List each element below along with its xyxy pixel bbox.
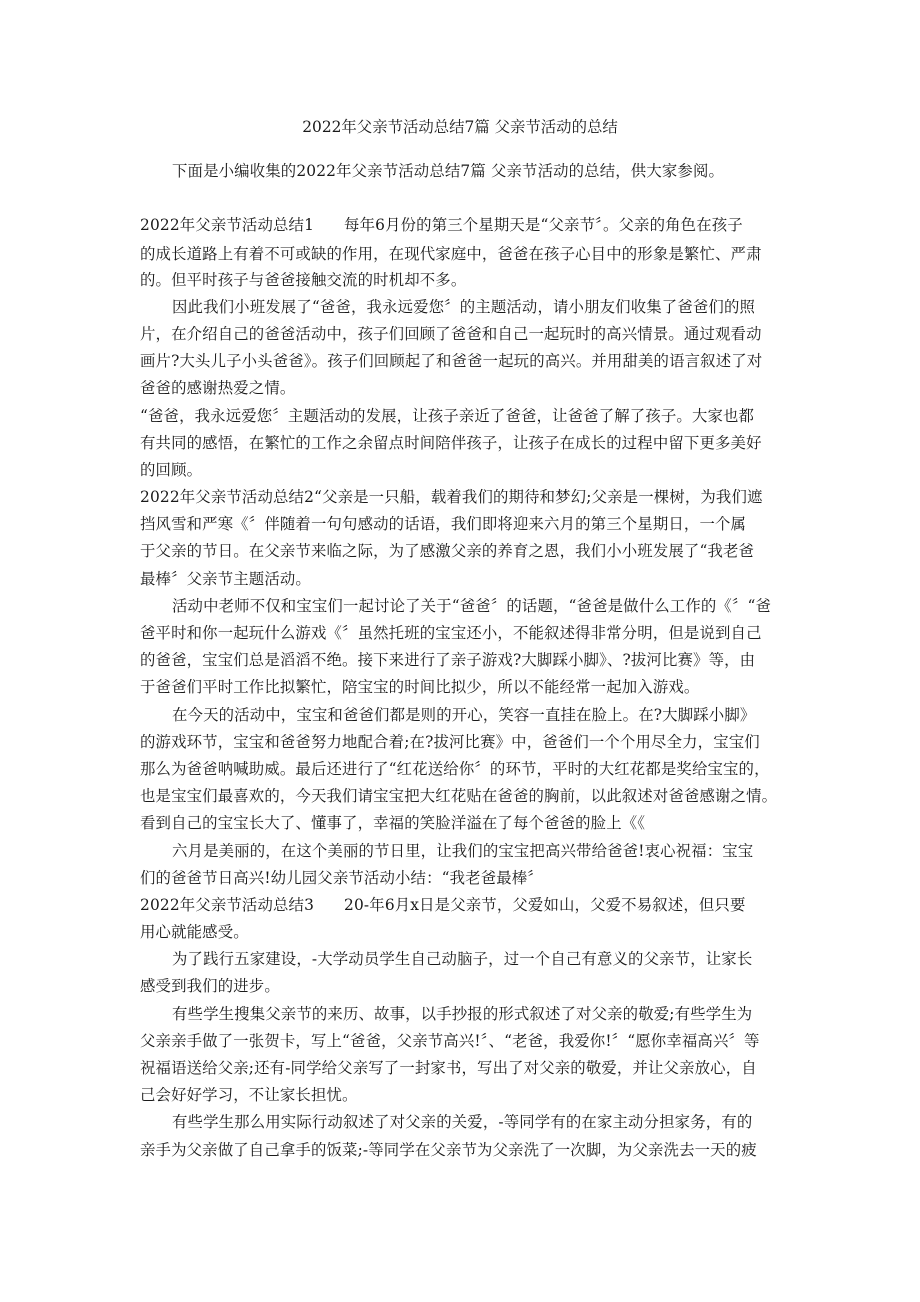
paragraph-line: 感受到我们的进步。 xyxy=(140,977,280,995)
paragraph-line: 每年6月份的第三个星期天是“父亲节〞。父亲的角色在孩子 xyxy=(344,216,743,234)
paragraph-line: 的成长道路上有着不可或缺的作用，在现代家庭中，爸爸在孩子心目中的形象是繁忙、严肃 xyxy=(140,245,762,263)
paragraph-line: 的爸爸，宝宝们总是滔滔不绝。接下来进行了亲子游戏?大脚踩小脚》、?拔河比赛》等，由 xyxy=(140,651,756,669)
section-3-first-line xyxy=(140,895,780,915)
paragraph-line: 爸平时和你一起玩什么游戏《〞虽然托班的宝宝还小，不能叙述得非常分明，但是说到自己 xyxy=(140,624,762,642)
paragraph-line: 父亲亲手做了一张贺卡，写上“爸爸，父亲节高兴!〞、“老爸，我爱你!〞“愿你幸福高兴〞等 xyxy=(140,1032,760,1050)
paragraph-line: 看到自己的宝宝长大了、懂事了，幸福的笑脸洋溢在了每个爸爸的脸上《《 xyxy=(140,814,646,832)
section-2-heading: 2022年父亲节活动总结2 xyxy=(140,488,315,506)
paragraph-line: 画片?大头儿子小头爸爸》。孩子们回顾起了和爸爸一起玩的高兴。并用甜美的语言叙述了对 xyxy=(140,352,763,370)
paragraph-line: 己会好好学习，不让家长担忧。 xyxy=(140,1086,358,1104)
paragraph-line: 在今天的活动中，宝宝和爸爸们都是则的开心，笑容一直挂在脸上。在?大脚踩小脚》 xyxy=(172,706,756,724)
section-2-first-line xyxy=(140,487,780,507)
paragraph-line: 有些学生那么用实际行动叙述了对父亲的关爱，-等同学有的在家主动分担家务，有的 xyxy=(172,1113,753,1131)
paragraph-line: 的。但平时孩子与爸爸接触交流的时机却不多。 xyxy=(140,271,467,289)
paragraph-line: 有些学生搜集父亲节的来历、故事，以手抄报的形式叙述了对父亲的敬爱;有些学生为 xyxy=(172,1005,753,1023)
paragraph-line: 祝福语送给父亲;还有-同学给父亲写了一封家书，写出了对父亲的敬爱，并让父亲放心，自 xyxy=(140,1059,757,1077)
paragraph-line: 因此我们小班发展了“爸爸，我永远爱您〞的主题活动，请小朋友们收集了爸爸们的照 xyxy=(172,298,756,316)
paragraph-line: 于爸爸们平时工作比拟繁忙，陪宝宝的时间比拟少，所以不能经常一起加入游戏。 xyxy=(140,678,700,696)
paragraph-line: 的游戏环节，宝宝和爸爸努力地配合着;在?拔河比赛》中，爸爸们一个个用尽全力，宝宝们 xyxy=(140,733,760,751)
paragraph-line: 用心就能感受。 xyxy=(140,923,249,941)
paragraph-line: “父亲是一只船，载着我们的期待和梦幻;父亲是一棵树，为我们遮 xyxy=(314,488,763,506)
paragraph-line: 的回顾。 xyxy=(140,461,203,479)
paragraph-line: 片，在介绍自己的爸爸活动中，孩子们回顾了爸爸和自己一起玩时的高兴情景。通过观看动 xyxy=(140,325,762,343)
paragraph-line: 们的爸爸节日高兴!幼儿园父亲节活动小结：“我老爸最棒〞 xyxy=(140,869,543,887)
paragraph-line: 挡风雪和严寒《〞伴随着一句句感动的话语，我们即将迎来六月的第三个星期日，一个属 xyxy=(140,515,747,533)
paragraph-line: 六月是美丽的，在这个美丽的节日里，让我们的宝宝把高兴带给爸爸!衷心祝福：宝宝 xyxy=(172,842,754,860)
paragraph-line: 20-年6月x日是父亲节，父爱如山，父爱不易叙述，但只要 xyxy=(344,896,746,914)
paragraph-line: 有共同的感悟，在繁忙的工作之余留点时间陪伴孩子，让孩子在成长的过程中留下更多美好 xyxy=(140,434,762,452)
paragraph-line: 于父亲的节日。在父亲节来临之际，为了感激父亲的养育之恩，我们小小班发展了“我老爸 xyxy=(140,542,755,560)
paragraph-line: 亲手为父亲做了自己拿手的饭菜;-等同学在父亲节为父亲洗了一次脚，为父亲洗去一天的疲 xyxy=(140,1141,757,1159)
section-1-heading: 2022年父亲节活动总结1 xyxy=(140,216,315,234)
document-title: 2022年父亲节活动总结7篇 父亲节活动的总结 xyxy=(302,118,618,136)
paragraph-line: 也是宝宝们最喜欢的，今天我们请宝宝把大红花贴在爸爸的胸前，以此叙述对爸爸感谢之情。 xyxy=(140,787,778,805)
paragraph-line: 为了践行五家建设，-大学动员学生自己动脑子，过一个自己有意义的父亲节，让家长 xyxy=(172,950,753,968)
paragraph-line: 最棒〞父亲节主题活动。 xyxy=(140,570,311,588)
paragraph-line: 那么为爸爸呐喊助威。最后还进行了“红花送给你〞的环节，平时的大红花都是奖给宝宝的， xyxy=(140,760,770,778)
intro-paragraph: 下面是小编收集的2022年父亲节活动总结7篇 父亲节活动的总结，供大家参阅。 xyxy=(172,162,725,180)
paragraph-line: “爸爸，我永远爱您〞主题活动的发展，让孩子亲近了爸爸，让爸爸了解了孩子。大家也都 xyxy=(140,407,755,425)
section-1-first-line xyxy=(140,215,780,235)
paragraph-line: 爸爸的感谢热爱之情。 xyxy=(140,379,296,397)
paragraph-line: 活动中老师不仅和宝宝们一起讨论了关于“爸爸〞的话题，“爸爸是做什么工作的《〞“爸 xyxy=(172,597,772,615)
section-3-heading: 2022年父亲节活动总结3 xyxy=(140,896,315,914)
